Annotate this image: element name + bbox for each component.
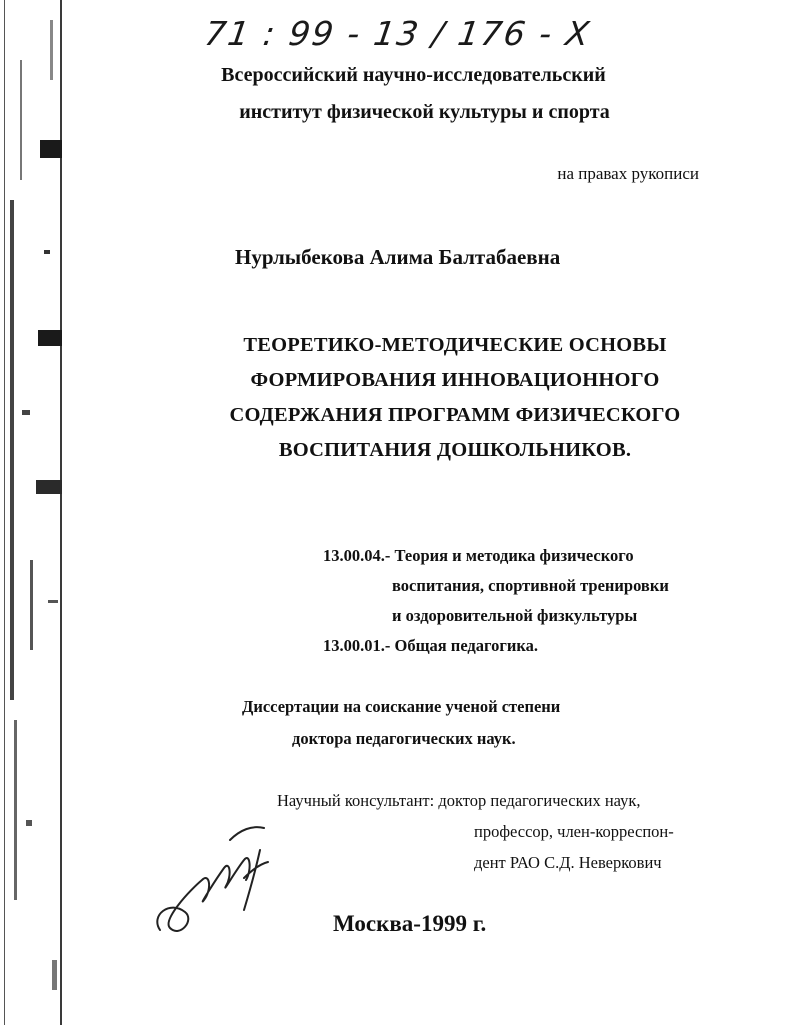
institution-line-1: Всероссийский научно-исследовательский	[221, 64, 606, 86]
consultant-line-2: профессор, член-корреспон-	[474, 822, 674, 841]
title-line: ФОРМИРОВАНИЯ ИННОВАЦИОННОГО	[250, 369, 660, 391]
handwritten-signature	[140, 820, 300, 950]
degree-line-1: Диссертации на соискание ученой степени	[242, 697, 561, 716]
specialty-line-2: воспитания, спортивной тренировки	[392, 576, 669, 595]
title-line: ТЕОРЕТИКО-МЕТОДИЧЕСКИЕ ОСНОВЫ	[243, 334, 667, 356]
dissertation-title	[200, 328, 710, 468]
specialty-line-3: и оздоровительной физкультуры	[392, 606, 638, 625]
title-line: ВОСПИТАНИЯ ДОШКОЛЬНИКОВ.	[278, 439, 632, 461]
degree-line-2: доктора педагогических наук.	[292, 729, 516, 748]
title-line: СОДЕРЖАНИЯ ПРОГРАММ ФИЗИЧЕСКОГО	[229, 404, 681, 426]
city-year: Москва-1999 г.	[333, 911, 487, 936]
consultant-line-1: Научный консультант: доктор педагогических наук,	[277, 791, 641, 810]
specialty-line-4: 13.00.01.- Общая педагогика.	[323, 636, 538, 655]
institution-line-2: институт физической культуры и спорта	[239, 101, 610, 123]
archive-code-handwritten: 71 : 99 - 13 / 176 - X	[202, 14, 594, 53]
author-name: Нурлыбекова Алима Балтабаевна	[235, 245, 561, 269]
specialty-line-1: 13.00.04.- Теория и методика физического	[323, 546, 634, 565]
consultant-line-3: дент РАО С.Д. Неверкович	[474, 853, 662, 872]
manuscript-note: на правах рукописи	[557, 164, 699, 183]
scan-edge-noise	[0, 0, 80, 1025]
